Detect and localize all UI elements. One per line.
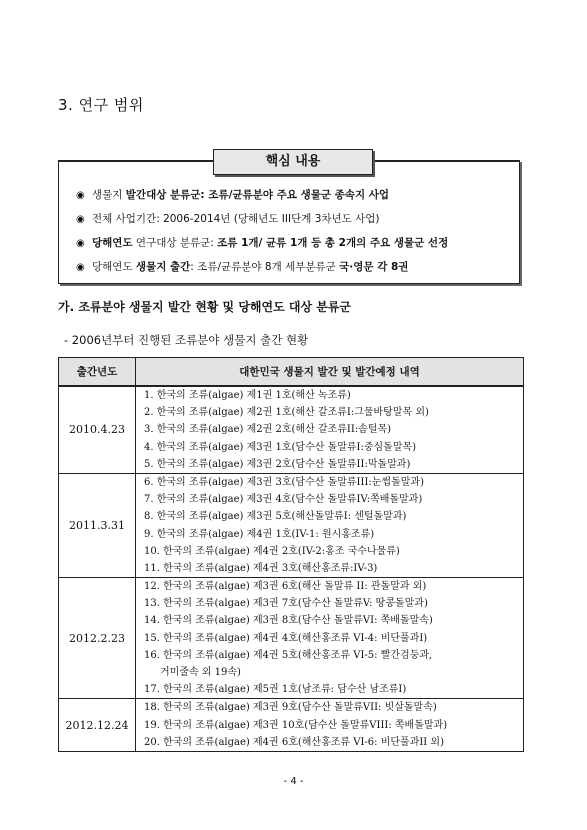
publication-table xyxy=(58,357,524,752)
list-item: 13. 한국의 조류(algae) 제3권 7호(담수산 돌말류V: 땅콩돌말과) xyxy=(144,598,428,610)
table-row xyxy=(59,386,524,473)
list-item: 18. 한국의 조류(algae) 제3권 9호(담수산 돌말류VII: 빗살돌말속) xyxy=(144,702,437,714)
list-item: 5. 한국의 조류(algae) 제3권 2호(담수산 돌말류II:막돌말과) xyxy=(144,458,411,470)
section-title: 3. 연구 범위 xyxy=(58,96,144,114)
list-item: 16. 한국의 조류(algae) 제4권 5호(해산홍조류 VI-5: 빨간검둥과, xyxy=(144,649,433,661)
list-item-continuation: 거미줄속 외 19속) xyxy=(160,667,241,678)
items-cell xyxy=(136,699,524,752)
list-item: 1. 한국의 조류(algae) 제1권 1호(해산 녹조류) xyxy=(144,390,351,401)
list-item: 9. 한국의 조류(algae) 제4권 1호(IV-1: 원시홍조류) xyxy=(144,528,375,540)
list-item: 4. 한국의 조류(algae) 제3권 1호(담수산 돌말류I:중심돌말목) xyxy=(144,441,417,453)
items-cell xyxy=(136,473,524,577)
list-item: 20. 한국의 조류(algae) 제4권 6호(해산홍조류 VI-6: 비단풀과II 외) xyxy=(144,736,444,748)
key-item: ◉ 당해연도 연구대상 분류군: 조류 1개/ 균류 1개 등 총 2개의 주요 생물군 선정 xyxy=(76,237,449,249)
list-item: 17. 한국의 조류(algae) 제5권 1호(남조류: 담수산 남조류I) xyxy=(144,684,407,696)
page-number: - 4 - xyxy=(283,776,304,787)
list-item: 8. 한국의 조류(algae) 제3권 5호(해산돌말류I: 센털돌말과) xyxy=(144,511,407,523)
bullet-icon: ◉ xyxy=(76,262,85,273)
year-cell: 2012.12.24 xyxy=(59,699,136,752)
list-item: 6. 한국의 조류(algae) 제3권 3호(담수산 돌말류III:눈썹돌말과) xyxy=(144,476,424,488)
table-row xyxy=(59,699,524,752)
table-header-row xyxy=(59,358,524,387)
column-header-details: 대한민국 생물지 발간 및 발간예정 내역 xyxy=(136,358,524,387)
intro-text: - 2006년부터 진행된 조류분야 생물지 출간 현황 xyxy=(64,333,309,347)
list-item: 14. 한국의 조류(algae) 제3권 8호(담수산 돌말류VI: 쪽배돌말속) xyxy=(144,615,433,627)
table-row xyxy=(59,578,524,699)
key-item: ◉ 당해연도 생물지 출간: 조류/균류분야 8개 세부분류군 국·영문 각 8권 xyxy=(76,261,409,273)
bullet-icon: ◉ xyxy=(76,214,85,225)
list-item: 7. 한국의 조류(algae) 제3권 4호(담수산 돌말류IV:쪽배돌말과) xyxy=(144,494,423,506)
column-header-year: 출간년도 xyxy=(59,358,136,387)
table-row xyxy=(59,473,524,577)
list-item: 12. 한국의 조류(algae) 제3권 6호(해산 돌말류 II: 관돌말과 외) xyxy=(144,581,427,593)
year-cell: 2010.4.23 xyxy=(59,386,136,473)
year-cell: 2012.2.23 xyxy=(59,578,136,699)
list-item: 19. 한국의 조류(algae) 제3권 10호(담수산 돌말류VIII: 쪽배돌말과) xyxy=(144,719,448,731)
key-content-title: 핵심 내용 xyxy=(213,149,373,175)
list-item: 3. 한국의 조류(algae) 제2권 2호(해산 갈조류II:솜털목) xyxy=(144,424,392,436)
items-cell xyxy=(136,578,524,699)
list-item: 2. 한국의 조류(algae) 제2권 1호(해산 갈조류I:그물바탕말목 외) xyxy=(144,407,429,419)
bullet-icon: ◉ xyxy=(76,238,85,249)
year-cell: 2011.3.31 xyxy=(59,473,136,577)
key-item: ◉ 전체 사업기간: 2006-2014년 (당해년도 III단계 3차년도 사업) xyxy=(76,213,380,225)
items-cell xyxy=(136,386,524,473)
bullet-icon: ◉ xyxy=(76,190,85,201)
list-item: 10. 한국의 조류(algae) 제4권 2호(IV-2:홍조 국수나물류) xyxy=(144,545,400,557)
list-item: 11. 한국의 조류(algae) 제4권 3호(해산홍조류:IV-3) xyxy=(144,562,378,574)
key-item: ◉ 생물지 발간대상 분류군: 조류/균류분야 주요 생물군 종속지 사업 xyxy=(76,189,390,201)
list-item: 15. 한국의 조류(algae) 제4권 4호(해산홍조류 VI-4: 비단풀과I) xyxy=(144,632,428,644)
subsection-title: 가. 조류분야 생물지 발간 현황 및 당해연도 대상 분류군 xyxy=(58,300,352,314)
